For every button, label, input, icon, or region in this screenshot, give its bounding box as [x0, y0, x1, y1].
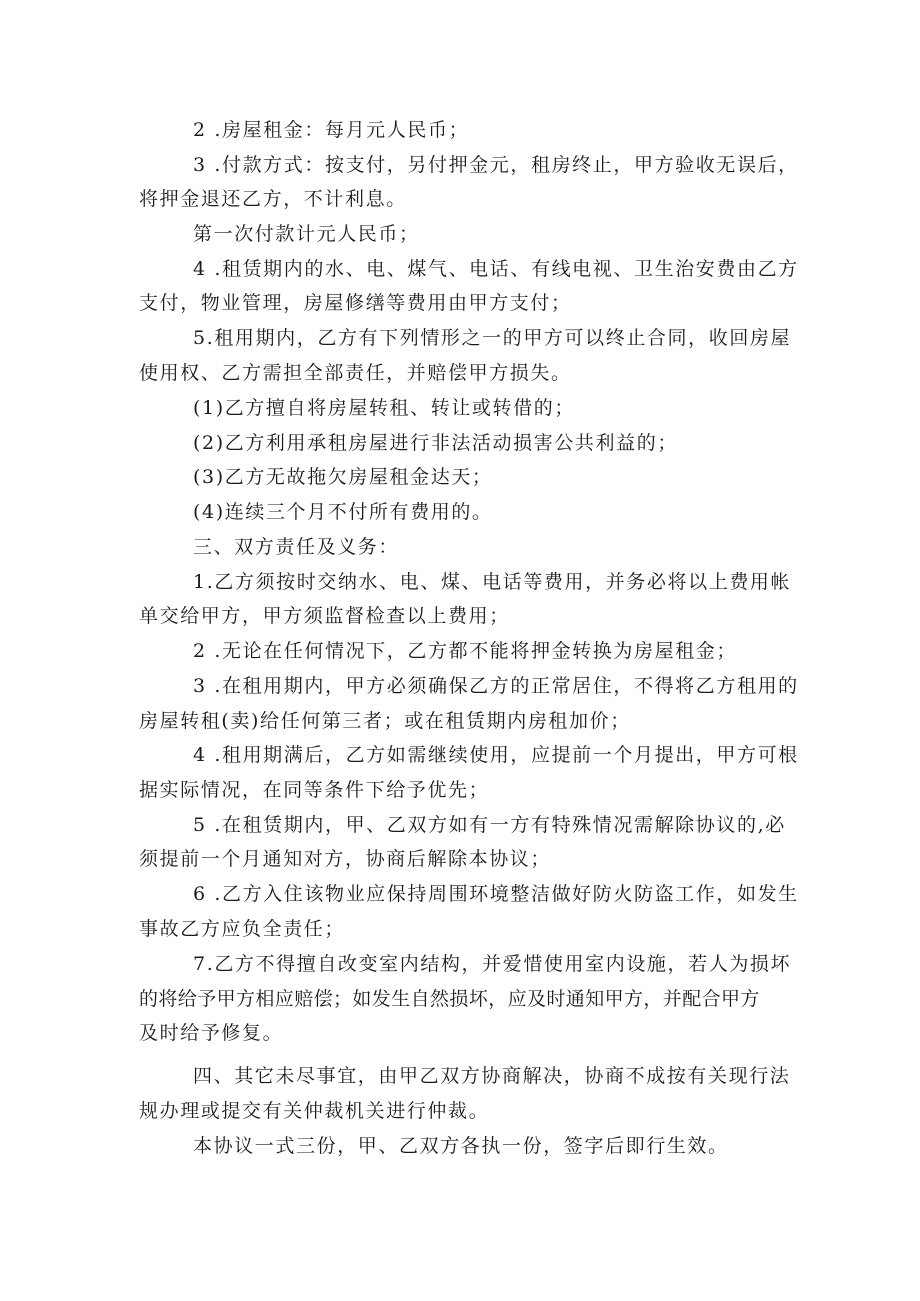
text-line: 4 .租用期满后，乙方如需继续使用，应提前一个月提出，甲方可根 [193, 744, 799, 766]
text-line: 第一次付款计元人民币； [193, 223, 420, 245]
text-line: 5.租用期内，乙方有下列情形之一的甲方可以终止合同，收回房屋 [193, 327, 792, 349]
text-line: (2)乙方利用承租房屋进行非法活动损害公共利益的； [193, 432, 678, 454]
text-line: 7.乙方不得擅自改变室内结构，并爱惜使用室内设施，若人为损坏 [193, 953, 792, 975]
text-line: 支付，物业管理，房屋修缮等费用由甲方支付； [139, 292, 572, 314]
text-line: 2 .无论在任何情况下，乙方都不能将押金转换为房屋租金； [193, 640, 737, 662]
text-line: 3 .付款方式：按支付，另付押金元，租房终止，甲方验收无误后， [193, 154, 799, 176]
text-line: 及时给予修复。 [139, 1022, 284, 1044]
section-heading: 三、双方责任及义务： [193, 536, 400, 558]
text-line: 据实际情况，在同等条件下给予优先； [139, 779, 490, 801]
text-line: (3)乙方无故拖欠房屋租金达天； [193, 466, 493, 488]
text-line: 本协议一式三份，甲、乙双方各执一份，签字后即行生效。 [193, 1135, 729, 1157]
text-line: (1)乙方擅自将房屋转租、转让或转借的； [193, 397, 575, 419]
text-line: 4 .租赁期内的水、电、煤气、电话、有线电视、卫生治安费由乙方 [193, 258, 799, 280]
text-line: 2 .房屋租金：每月元人民币； [193, 119, 470, 141]
text-line: 3 .在租用期内，甲方必须确保乙方的正常居住，不得将乙方租用的 [193, 675, 799, 697]
text-line: 规办理或提交有关仲裁机关进行仲裁。 [139, 1100, 490, 1122]
text-line: 事故乙方应负全责任； [139, 918, 346, 940]
text-line: 单交给甲方，甲方须监督检查以上费用； [139, 605, 510, 627]
text-line: 将押金退还乙方，不计利息。 [139, 188, 407, 210]
text-line: 1.乙方须按时交纳水、电、煤、电话等费用，并务必将以上费用帐 [193, 571, 792, 593]
text-line: 6 .乙方入住该物业应保持周围环境整洁做好防火防盗工作，如发生 [193, 883, 799, 905]
text-line: 5 .在租赁期内，甲、乙双方如有一方有特殊情况需解除协议的,必 [193, 814, 786, 836]
text-line: (4)连续三个月不付所有费用的。 [193, 501, 493, 523]
text-line: 的将给予甲方相应赔偿；如发生自然损坏，应及时通知甲方，并配合甲方 [139, 988, 760, 1010]
section-heading: 四、其它未尽事宜，由甲乙双方协商解决，协商不成按有关现行法 [193, 1065, 791, 1087]
text-line: 须提前一个月通知对方，协商后解除本协议； [139, 848, 552, 870]
text-line: 房屋转租(卖)给任何第三者；或在租赁期内房租加价； [139, 710, 631, 732]
text-line: 使用权、乙方需担全部责任，并赔偿甲方损失。 [139, 362, 572, 384]
